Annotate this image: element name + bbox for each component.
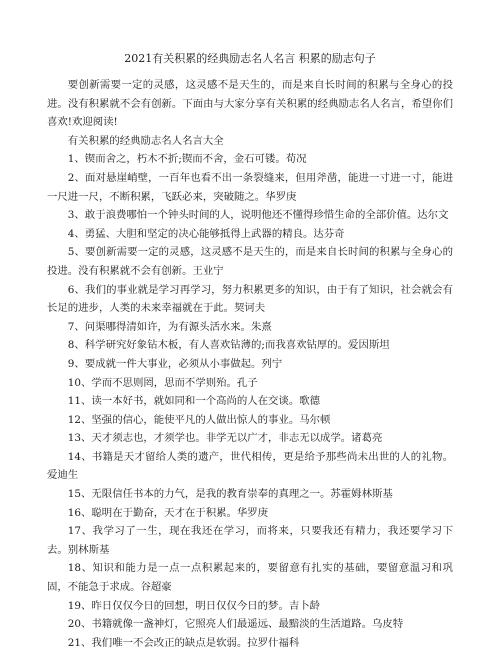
list-item: 19、昨日仅仅今日的回想，明日仅仅今日的梦。吉卜龄 xyxy=(67,599,321,612)
list-item: 14、书籍是天才留给人类的遗产，世代相传，更是给予那些尚未出世的人的礼物。爱迪生 xyxy=(47,450,453,482)
list-item: 13、天才须志也，才须学也。非学无以广才，非志无以成学。诸葛亮 xyxy=(67,432,383,445)
list-item: 21、我们唯一不会改正的缺点是软弱。拉罗什福科 xyxy=(67,636,300,649)
list-item: 17、我学习了一生，现在我还在学习，而将来，只要我还有精力，我还要学习下去。别林斯基 xyxy=(47,525,453,556)
list-item: 12、坚强的信心，能使平凡的人做出惊人的事业。马尔顿 xyxy=(67,413,331,426)
list-item: 10、学而不思则罔，思而不学则殆。孔子 xyxy=(67,376,258,389)
list-item: 5、要创新需要一定的灵感，这灵感不是天生的，而是来自长时间的积累与全身心的投进。没有积累就不会有创新。王业宁 xyxy=(47,246,453,277)
list-item: 3、敢于浪费哪怕一个钟头时间的人，说明他还不懂得珍惜生命的全部价值。达尔文 xyxy=(67,209,449,222)
document-title: 2021有关积累的经典励志名人名言 积累的励志句子 xyxy=(124,52,376,65)
list-item: 18、知识和能力是一点一点积累起来的，要留意有扎实的基础，要留意温习和巩固，不能急于求成。谷超豪 xyxy=(47,562,453,594)
list-item: 11、读一本好书，就如同和一个高尚的人在交谈。歌德 xyxy=(67,395,321,408)
list-item: 9、要成就一件大事业，必须从小事做起。列宁 xyxy=(67,357,283,370)
quote-list xyxy=(47,150,453,652)
list-item: 4、勇猛、大胆和坚定的决心能够抵得上武器的精良。达芬奇 xyxy=(67,227,345,240)
list-item: 15、无限信任书本的力气，是我的教育崇奉的真理之一。苏霍姆林斯基 xyxy=(67,488,393,501)
list-item: 6、我们的事业就是学习再学习，努力积累更多的知识，由于有了知识，社会就会有长足的进步，人类的未来幸福就在于此。契诃夫 xyxy=(47,283,453,315)
list-item: 2、面对悬崖峭壁，一百年也看不出一条裂缝来，但用斧凿，能进一寸进一寸，能进一尺进一尺，不断积累，飞跃必来，突破随之。华罗庚 xyxy=(47,171,453,203)
list-item: 8、科学研究好象钻木板，有人喜欢钻薄的;而我喜欢钻厚的。爱因斯坦 xyxy=(67,339,390,352)
section-title: 有关积累的经典励志名人名言大全 xyxy=(67,134,224,147)
list-item: 16、聪明在于勤奋，天才在于积累。华罗庚 xyxy=(67,506,269,519)
list-item: 1、锲而舍之，朽木不折;锲而不舍，金石可镂。荀况 xyxy=(67,153,307,166)
list-item: 20、书籍就像一盏神灯，它照亮人们最遥远、最黯淡的生活道路。乌皮特 xyxy=(67,618,404,631)
intro-paragraph: 要创新需要一定的灵感，这灵感不是天生的，而是来自长时间的积累与全身心的投进。没有积累就不会有创新。下面由与大家分享有关积累的经典励志名人名言，希望你们喜欢!欢迎阅读! xyxy=(47,79,453,129)
list-item: 7、问渠哪得清如许，为有源头活水来。朱熹 xyxy=(67,320,272,333)
